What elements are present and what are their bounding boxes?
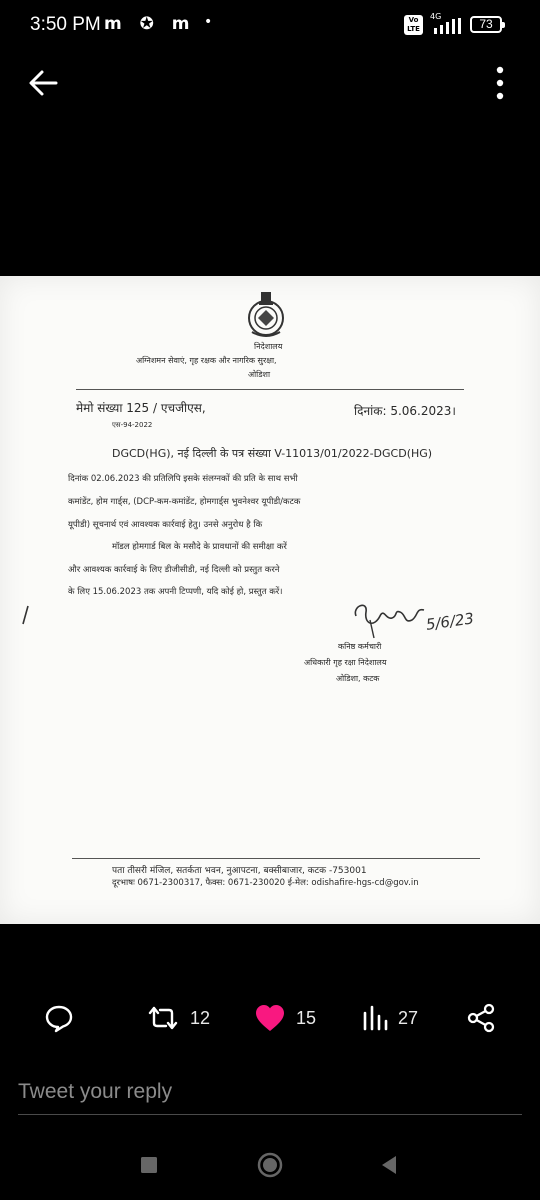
- memo-reference: एस-94-2022: [112, 421, 153, 429]
- status-time: 3:50 PM: [30, 14, 101, 35]
- notification-dot: •: [204, 14, 213, 30]
- body-line-1: DGCD(HG), नई दिल्ली के पत्र संख्या V-11013/01/2022-DGCD(HG): [112, 447, 433, 460]
- pen-stroke-mark: [20, 604, 30, 626]
- more-vertical-icon[interactable]: [488, 64, 512, 102]
- doc-header-line1: निदेशालय: [254, 342, 283, 351]
- sign-line-1: कनिष्ठ कर्मचारी: [338, 642, 382, 651]
- signature-date: 5/6/23: [424, 609, 476, 634]
- like-count: 15: [296, 1007, 317, 1028]
- volte-line2: LTE: [407, 25, 420, 33]
- header-rule: [76, 389, 464, 390]
- footer-address: पता तीसरी मंजिल, सतर्कता भवन, नुआपटना, बक्सीबाजार, कटक -753001: [112, 866, 367, 876]
- triangle-back-icon[interactable]: [374, 1150, 404, 1180]
- square-icon[interactable]: [134, 1150, 164, 1180]
- body-line-3: कमांडेंट, होम गार्ड्स, (DCP-कम-कमांडेंट, होमगार्ड्स भुवनेश्वर यूपीडी/कटक: [68, 497, 301, 507]
- share-icon: [466, 1003, 496, 1033]
- footer-contact: दूरभाषः 0671-2300317, फैक्स: 0671-230020 ई-मेल: odishafire-hgs-cd@gov.in: [112, 878, 419, 888]
- doc-header-line2: अग्निशमन सेवाएं, गृह रक्षक और नागरिक सुरक्षा,: [136, 356, 277, 365]
- like-button[interactable]: [254, 1000, 316, 1036]
- bar-chart-icon: [362, 1003, 388, 1033]
- reply-button[interactable]: [44, 1000, 74, 1036]
- notification-icons: m ✪ m: [104, 14, 196, 34]
- battery-icon: [470, 16, 502, 33]
- status-bar: [0, 0, 540, 52]
- views-button[interactable]: [362, 1000, 418, 1036]
- body-line-2: दिनांक 02.06.2023 की प्रतिलिपि इसके संलग्नकों की प्रति के साथ सभी: [68, 474, 298, 484]
- signal-icon: [434, 18, 464, 34]
- arrow-left-icon[interactable]: [26, 66, 60, 100]
- footer-rule: [72, 858, 480, 859]
- comment-icon: [44, 1003, 74, 1033]
- sign-line-3: ओडिशा, कटक: [336, 674, 380, 683]
- body-line-4: यूपीडी) सूचनार्थ एवं आवश्यक कार्रवाई हेतु। उनसे अनुरोध है कि: [68, 520, 263, 530]
- sign-line-2: अधिकारी गृह रक्षा निदेशालय: [304, 658, 387, 667]
- heart-icon: [254, 1003, 286, 1033]
- network-type: 4G: [430, 12, 442, 21]
- body-line-6: और आवश्यक कार्रवाई के लिए डीजीसीडी, नई दिल्ली को प्रस्तुत करने: [68, 565, 280, 575]
- retweet-icon: [146, 1003, 180, 1033]
- memo-date: दिनांक: 5.06.2023।: [354, 404, 456, 418]
- doc-header-line3: ओडिशा: [248, 370, 271, 379]
- department-emblem-icon: [244, 288, 288, 340]
- retweet-count: 12: [190, 1007, 211, 1028]
- body-line-5: मॉडल होमगार्ड बिल के मसौदे के प्रावधानों की समीक्षा करें: [112, 542, 287, 552]
- circle-icon[interactable]: [255, 1150, 285, 1180]
- memo-number: मेमो संख्या 125 / एचजीएस,: [76, 401, 206, 415]
- volte-icon: [404, 15, 423, 35]
- retweet-button[interactable]: [146, 1000, 210, 1036]
- body-line-7: के लिए 15.06.2023 तक अपनी टिप्पणी, यदि कोई हो, प्रस्तुत करें।: [68, 587, 283, 597]
- share-button[interactable]: [466, 1000, 496, 1036]
- volte-line1: Vo: [408, 16, 419, 24]
- views-count: 27: [398, 1007, 419, 1028]
- battery-level: 73: [479, 17, 493, 31]
- reply-underline: [18, 1114, 522, 1115]
- reply-input[interactable]: [18, 1070, 522, 1114]
